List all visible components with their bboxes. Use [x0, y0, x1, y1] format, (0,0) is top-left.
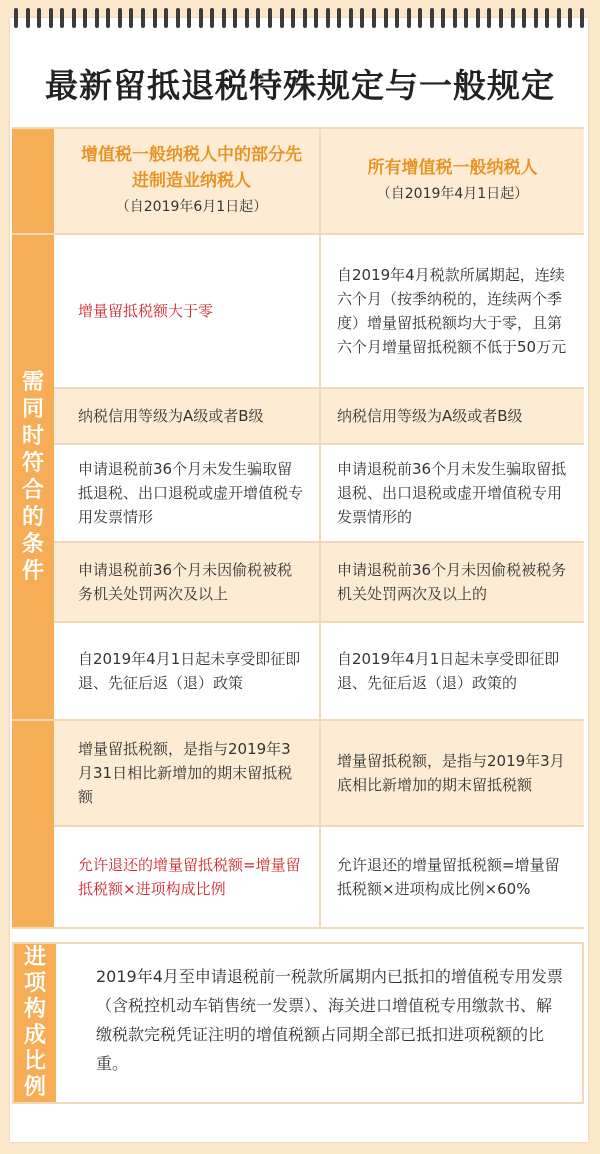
row-1-right: 自2019年4月税款所属期起，连续六个月（按季纳税的，连续两个季度）增量留抵税额均大于零，且第六个月增量留抵税额不低于50万元 — [319, 235, 584, 387]
row-5-left: 自2019年4月1日起未享受即征即退、先征后返（退）政策 — [54, 623, 319, 719]
amount-row-2-left: 允许退还的增量留抵税额=增量留抵税额×进项构成比例 — [54, 827, 319, 927]
ratio-side-label: 进项构成比例 — [14, 944, 56, 1102]
header-left-title: 增值税一般纳税人中的部分先进制造业纳税人 — [81, 145, 302, 191]
row-4-left: 申请退税前36个月未因偷税被税务机关处罚两次及以上 — [54, 543, 319, 621]
ratio-definition-box — [12, 942, 584, 1104]
table-row — [54, 825, 584, 927]
page-title: 最新留抵退税特殊规定与一般规定 — [45, 66, 555, 105]
table-row — [54, 235, 584, 387]
comparison-table — [12, 127, 584, 929]
header-left — [54, 129, 319, 233]
amount-row-1-left: 增量留抵税额，是指与2019年3月31日相比新增加的期末留抵税额 — [54, 721, 319, 825]
row-2-left: 纳税信用等级为A级或者B级 — [54, 389, 319, 443]
row-1-left: 增量留抵税额大于零 — [54, 235, 319, 387]
ratio-definition-text: 2019年4月至申请退税前一税款所属期内已抵扣的增值税专用发票（含税控机动车销售统一发票）、海关进口增值税专用缴款书、解缴税款完税凭证注明的增值税额占同期全部已抵扣进项税额的比重。 — [56, 944, 582, 1102]
row-2-right: 纳税信用等级为A级或者B级 — [319, 389, 584, 443]
conditions-section — [12, 235, 584, 721]
row-3-left: 申请退税前36个月未发生骗取留抵退税、出口退税或虚开增值税专用发票情形 — [54, 445, 319, 541]
row-3-right: 申请退税前36个月未发生骗取留抵退税、出口退税或虚开增值税专用发票情形的 — [319, 445, 584, 541]
header-right — [319, 129, 584, 233]
header-left-subtitle: （自2019年6月1日起） — [115, 199, 268, 215]
row-5-right: 自2019年4月1日起未享受即征即退、先征后返（退）政策的 — [319, 623, 584, 719]
amount-row-2-right: 允许退还的增量留抵税额=增量留抵税额×进项构成比例×60% — [319, 827, 584, 927]
row-4-right: 申请退税前36个月未因偷税被税务机关处罚两次及以上的 — [319, 543, 584, 621]
table-row — [54, 443, 584, 541]
amount-section — [12, 721, 584, 929]
header-side-block — [12, 129, 54, 233]
header-right-subtitle: （自2019年4月1日起） — [376, 186, 529, 202]
table-row — [54, 621, 584, 719]
conditions-side-label: 需同时符合的条件 — [12, 235, 54, 719]
header-right-title: 所有增值税一般纳税人 — [367, 158, 538, 178]
amount-side-block — [12, 721, 54, 927]
header-section — [12, 127, 584, 235]
table-row — [54, 541, 584, 621]
table-row — [54, 387, 584, 443]
spiral-binding — [14, 8, 584, 34]
table-row — [54, 721, 584, 825]
amount-row-1-right: 增量留抵税额，是指与2019年3月底相比新增加的期末留抵税额 — [319, 721, 584, 825]
